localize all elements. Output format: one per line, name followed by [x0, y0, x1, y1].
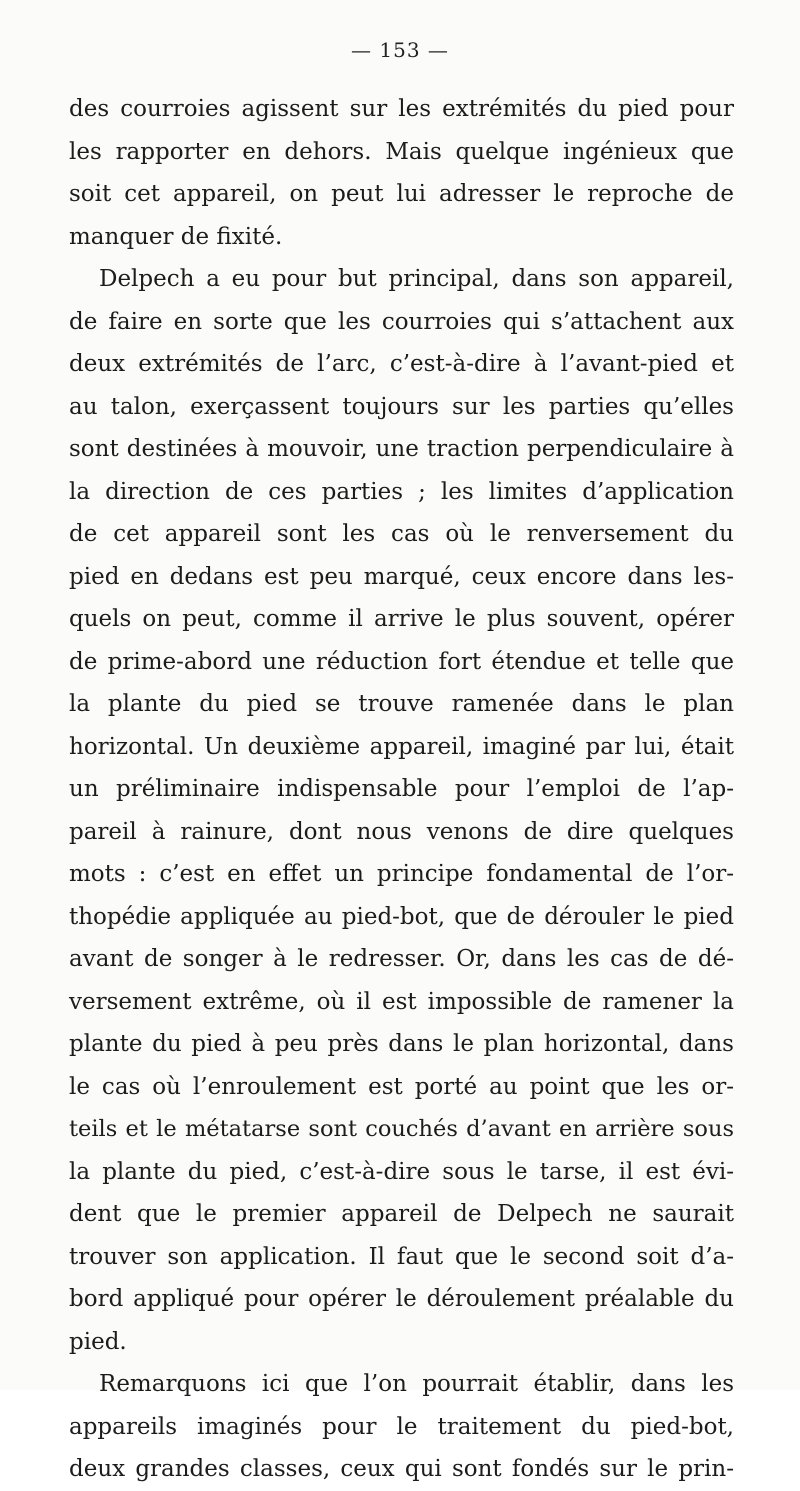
text-line: mots : c’est en effet un principe fondamental de l’or-	[69, 861, 734, 887]
text-line: le cas où l’enroulement est porté au point que les or-	[69, 1073, 734, 1100]
text-line: dent que le premier appareil de Delpech ne saurait	[69, 1201, 734, 1227]
text-line: plante du pied à peu près dans le plan horizontal, dans	[69, 1031, 734, 1057]
text-line: la plante du pied, c’est-à-dire sous le tarse, il est évi-	[69, 1158, 734, 1185]
text-line: trouver son application. Il faut que le second soit d’a-	[69, 1243, 734, 1270]
text-line: Remarquons ici que l’on pourrait établir, dans les	[99, 1371, 734, 1397]
text-line: des courroies agissent sur les extrémités du pied pour	[69, 96, 734, 122]
text-line: manquer de fixité.	[69, 223, 283, 250]
text-line: pied.	[69, 1328, 127, 1355]
text-line: appareils imaginés pour le traitement du pied-bot,	[69, 1413, 734, 1440]
text-line: la direction de ces parties ; les limites d’application	[69, 478, 734, 505]
text-line: soit cet appareil, on peut lui adresser le reproche de	[69, 181, 734, 207]
text-line: pareil à rainure, dont nous venons de dire quelques	[69, 818, 734, 845]
text-line: horizontal. Un deuxième appareil, imaginé par lui, était	[69, 733, 734, 760]
text-line: Delpech a eu pour but principal, dans son appareil,	[99, 266, 734, 292]
text-line: de cet appareil sont les cas où le renversement du	[69, 521, 734, 547]
text-line: deux grandes classes, ceux qui sont fondés sur le prin-	[69, 1456, 734, 1482]
text-line: teils et le métatarse sont couchés d’avant en arrière sous	[69, 1116, 734, 1142]
text-line: de prime-abord une réduction fort étendue et telle que	[69, 648, 734, 675]
text-line: pied en dedans est peu marqué, ceux encore dans les-	[69, 563, 734, 590]
text-line: thopédie appliquée au pied-bot, que de dérouler le pied	[69, 903, 734, 930]
text-line: un préliminaire indispensable pour l’emploi de l’ap-	[69, 776, 734, 802]
text-line: avant de songer à le redresser. Or, dans les cas de dé-	[69, 946, 734, 972]
text-line: versement extrême, où il est impossible de ramener la	[69, 988, 734, 1015]
text-line: au talon, exerçassent toujours sur les parties qu’elles	[69, 393, 734, 420]
body-text	[69, 88, 734, 1491]
text-line: quels on peut, comme il arrive le plus souvent, opérer	[69, 606, 734, 632]
text-line: de faire en sorte que les courroies qui s’attachent aux	[69, 308, 734, 335]
text-line: bord appliqué pour opérer le déroulement préalable du	[69, 1286, 734, 1312]
text-line: sont destinées à mouvoir, une traction perpendiculaire à	[69, 436, 734, 462]
text-line: les rapporter en dehors. Mais quelque ingénieux que	[69, 138, 734, 165]
text-line: deux extrémités de l’arc, c’est-à-dire à l’avant-pied et	[69, 351, 734, 377]
text-line: la plante du pied se trouve ramenée dans le plan	[69, 691, 734, 717]
page-number: — 153 —	[351, 38, 449, 62]
